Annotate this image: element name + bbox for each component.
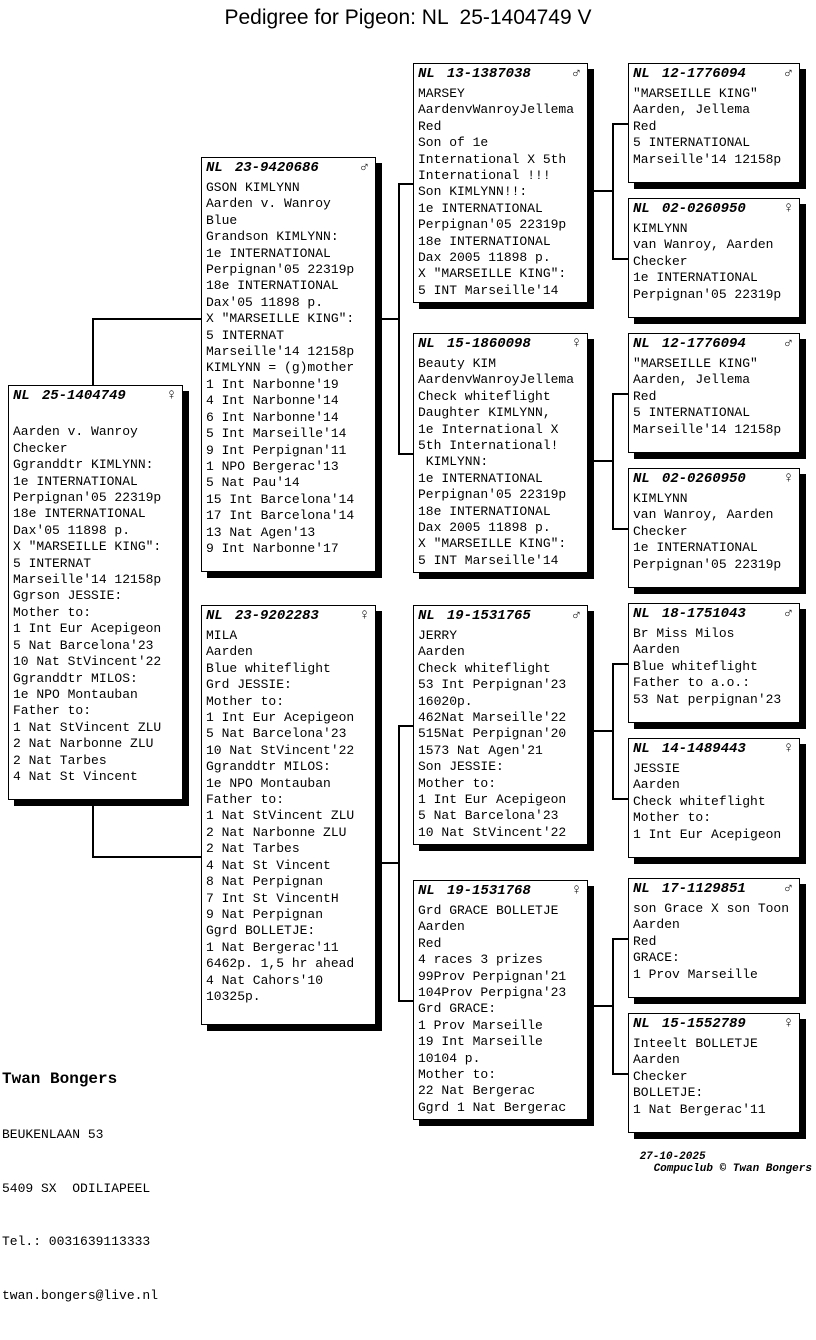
pedigree-text-line: 7 Int St VincentH	[206, 890, 339, 906]
ring-country: NL	[13, 388, 30, 404]
pedigree-text-line: Father to a.o.:	[633, 675, 751, 691]
pedigree-text-line: Ggrd BOLLETJE:	[206, 923, 316, 939]
pedigree-box-text	[629, 487, 799, 573]
pedigree-text-line: Beauty KIM	[418, 356, 497, 371]
connector-line	[612, 1073, 628, 1075]
pedigree-text-line: Ggrson JESSIE:	[13, 588, 123, 604]
pedigree-text-line: 15 Int Barcelona'14	[206, 491, 355, 507]
pedigree-text-line: Br Miss Milos	[633, 626, 735, 641]
connector-line	[588, 460, 612, 462]
connector-line	[612, 393, 628, 395]
pedigree-box-text	[629, 622, 799, 708]
pedigree-text-line: "MARSEILLE KING"	[633, 356, 758, 371]
pedigree-text-line: Aarden	[633, 777, 680, 793]
pedigree-box-text	[202, 624, 375, 1005]
ring-number: 19-1531765	[446, 608, 531, 624]
ring-header	[9, 386, 182, 404]
pedigree-text-line: 5 Nat Barcelona'23	[418, 808, 559, 824]
pedigree-text-line: 5 INTERNATIONAL	[633, 135, 751, 151]
ring-number: 02-0260950	[661, 201, 746, 217]
footer	[613, 1139, 812, 1187]
pedigree-text-line: 1e INTERNATIONAL	[418, 470, 543, 486]
pedigree-text-line: Red	[633, 388, 657, 404]
pedigree-text-line: Aarden	[418, 919, 465, 935]
pedigree-text-line: 1573 Nat Agen'21	[418, 742, 543, 758]
pedigree-box-dam-sire	[413, 605, 588, 845]
connector-line	[398, 183, 400, 455]
ring-number: 13-1387038	[446, 66, 531, 82]
pedigree-box-text	[629, 757, 799, 843]
pedigree-text-line: 19 Int Marseille	[418, 1034, 543, 1050]
pedigree-box-dam-sire-dam	[628, 738, 800, 858]
pedigree-text-line: 4 Nat Cahors'10	[206, 972, 324, 988]
ring-header	[629, 879, 799, 897]
pedigree-text-line: Blue whiteflight	[206, 660, 331, 676]
ring-number: 18-1751043	[661, 606, 746, 622]
connector-line	[398, 453, 413, 455]
pedigree-text-line: Grd GRACE:	[418, 1001, 497, 1017]
male-icon: ♂	[783, 65, 793, 82]
pedigree-text-line: 18e INTERNATIONAL	[418, 503, 551, 519]
pedigree-text-line: KIMLYNN = (g)mother	[206, 360, 355, 376]
ring-header	[629, 604, 799, 622]
pedigree-text-line: Marseille'14 12158p	[13, 572, 162, 588]
ring-country: NL	[418, 608, 435, 624]
connector-line	[612, 258, 628, 260]
male-icon: ♂	[783, 335, 793, 352]
pedigree-text-line: JERRY	[418, 628, 458, 643]
pedigree-box-sire-sire-dam	[628, 198, 800, 318]
pedigree-text-line: 462Nat Marseille'22	[418, 710, 567, 726]
pedigree-text-line: 515Nat Perpignan'20	[418, 726, 567, 742]
ring-country: NL	[633, 336, 650, 352]
pedigree-text-line: Check whiteflight	[633, 793, 766, 809]
pedigree-text-line: 1e INTERNATIONAL	[633, 540, 758, 556]
pedigree-text-line: 1e INTERNATIONAL	[418, 200, 543, 216]
pedigree-text-line: Aarden, Jellema	[633, 102, 751, 118]
pedigree-text-line: Checker	[633, 523, 688, 539]
connector-line	[612, 798, 628, 800]
pedigree-text-line: 5 INTERNATIONAL	[633, 405, 751, 421]
pedigree-text-line: Grd GRACE BOLLETJE	[418, 903, 559, 918]
connector-line	[92, 800, 94, 856]
connector-line	[376, 862, 400, 864]
pedigree-text-line: Blue	[206, 212, 238, 228]
ring-header	[414, 334, 587, 352]
ring-country: NL	[633, 471, 650, 487]
pedigree-text-line: son Grace X son Toon	[633, 901, 790, 916]
pedigree-box-dam-dam-dam	[628, 1013, 800, 1133]
pedigree-text-line: Son KIMLYNN!!:	[418, 184, 528, 200]
pedigree-text-line: 5 Nat Pau'14	[206, 475, 300, 491]
ring-header	[414, 64, 587, 82]
pedigree-text-line: 1 Int Eur Acepigeon	[13, 621, 162, 637]
pedigree-text-line: 2 Nat Narbonne ZLU	[13, 736, 154, 752]
pedigree-box-text	[629, 897, 799, 983]
pedigree-text-line: Blue whiteflight	[633, 658, 758, 674]
pedigree-text-line: Mother to:	[418, 775, 497, 791]
pedigree-text-line: Checker	[13, 440, 68, 456]
male-icon: ♂	[359, 159, 369, 176]
ring-header	[629, 739, 799, 757]
pedigree-text-line: 2 Nat Tarbes	[206, 841, 300, 857]
female-icon: ♀	[783, 200, 793, 217]
pedigree-text-line: 5 INTERNAT	[206, 327, 285, 343]
pedigree-text-line: Check whiteflight	[418, 660, 551, 676]
pedigree-text-line: Checker	[633, 253, 688, 269]
pedigree-text-line: 9 Int Narbonne'17	[206, 540, 339, 556]
female-icon: ♀	[166, 387, 176, 404]
pedigree-text-line: Ggranddtr MILOS:	[206, 759, 331, 775]
pedigree-box-text	[414, 899, 587, 1116]
ring-header	[414, 606, 587, 624]
pedigree-text-line: Perpignan'05 22319p	[418, 217, 567, 233]
pedigree-text-line: 22 Nat Bergerac	[418, 1083, 536, 1099]
female-icon: ♀	[783, 470, 793, 487]
pedigree-box-text	[202, 176, 375, 557]
pedigree-text-line: 1e INTERNATIONAL	[633, 270, 758, 286]
pedigree-text-line: 10104 p.	[418, 1050, 481, 1066]
pedigree-text-line: KIMLYNN	[633, 221, 688, 236]
ring-country: NL	[418, 336, 435, 352]
female-icon: ♀	[359, 607, 369, 624]
owner-address-line: 5409 SX ODILIAPEEL	[2, 1180, 151, 1196]
pedigree-box-text	[629, 217, 799, 303]
pedigree-text-line: Son of 1e	[418, 135, 489, 151]
pedigree-text-line: JESSIE	[633, 761, 680, 776]
pedigree-text-line: Father to:	[206, 792, 285, 808]
pedigree-box-text	[629, 1032, 799, 1118]
pedigree-text-line: Son JESSIE:	[418, 759, 504, 775]
ring-country: NL	[206, 608, 223, 624]
pedigree-text-line: Red	[418, 935, 442, 951]
ring-country: NL	[633, 66, 650, 82]
male-icon: ♂	[571, 65, 581, 82]
pedigree-text-line: MILA	[206, 628, 238, 643]
pedigree-text-line: Daughter KIMLYNN,	[418, 405, 551, 421]
owner-email: twan.bongers@live.nl	[2, 1287, 159, 1303]
footer-credit: Compuclub © Twan Bongers	[653, 1163, 812, 1175]
pedigree-text-line: 1 Int Narbonne'19	[206, 376, 339, 392]
pedigree-text-line: 1 Int Eur Acepigeon	[633, 826, 782, 842]
ring-number: 25-1404749	[41, 388, 126, 404]
pedigree-box-text	[629, 82, 799, 168]
pedigree-text-line: Father to:	[13, 703, 92, 719]
pedigree-text-line: Marseille'14 12158p	[633, 421, 782, 437]
pedigree-text-line: AardenvWanroyJellema	[418, 372, 575, 388]
pedigree-text-line: Mother to:	[13, 604, 92, 620]
pedigree-text-line: Check whiteflight	[418, 388, 551, 404]
pedigree-box-sire-dam-sire	[628, 333, 800, 453]
ring-country: NL	[633, 741, 650, 757]
connector-line	[612, 663, 614, 800]
pedigree-text-line: 4 Nat St Vincent	[13, 768, 138, 784]
connector-line	[612, 393, 614, 530]
ring-country: NL	[206, 160, 223, 176]
owner-phone: Tel.: 0031639113333	[2, 1234, 151, 1249]
connector-line	[612, 938, 614, 1075]
pedigree-text-line: 5 Int Marseille'14	[206, 426, 347, 442]
female-icon: ♀	[571, 882, 581, 899]
pedigree-text-line: 1 Prov Marseille	[633, 966, 758, 982]
connector-line	[588, 190, 612, 192]
pedigree-text-line: X "MARSEILLE KING":	[13, 539, 162, 555]
pedigree-text-line: 1 Prov Marseille	[418, 1017, 543, 1033]
ring-number: 14-1489443	[661, 741, 746, 757]
female-icon: ♀	[783, 1015, 793, 1032]
connector-line	[588, 1005, 612, 1007]
pedigree-text-line: 1 Nat StVincent ZLU	[206, 808, 355, 824]
pedigree-text-line: AardenvWanroyJellema	[418, 102, 575, 118]
pedigree-text-line: 5 Nat Barcelona'23	[206, 726, 347, 742]
pedigree-text-line: Perpignan'05 22319p	[418, 487, 567, 503]
pedigree-text-line: Ggranddtr KIMLYNN:	[13, 457, 154, 473]
pedigree-text-line: 2 Nat Tarbes	[13, 752, 107, 768]
ring-header	[629, 64, 799, 82]
pedigree-text-line: 5 INT Marseille'14	[418, 552, 559, 568]
pedigree-text-line: 8 Nat Perpignan	[206, 874, 324, 890]
pedigree-text-line: 16020p.	[418, 693, 473, 709]
pedigree-text-line: 18e INTERNATIONAL	[206, 278, 339, 294]
ring-header	[629, 469, 799, 487]
pedigree-text-line: Grandson KIMLYNN:	[206, 229, 339, 245]
male-icon: ♂	[571, 607, 581, 624]
pedigree-text-line: Aarden	[633, 1052, 680, 1068]
pedigree-box-dam-dam-sire	[628, 878, 800, 998]
ring-number: 23-9420686	[234, 160, 319, 176]
pedigree-text-line: GSON KIMLYNN	[206, 180, 300, 195]
ring-number: 19-1531768	[446, 883, 531, 899]
pedigree-text-line: GRACE:	[633, 950, 680, 966]
ring-country: NL	[633, 881, 650, 897]
pedigree-text-line: Aarden	[206, 644, 253, 660]
pedigree-text-line: 17 Int Barcelona'14	[206, 508, 355, 524]
pedigree-text-line: Red	[633, 933, 657, 949]
pedigree-text-line: van Wanroy, Aarden	[633, 237, 774, 253]
pedigree-text-line: 1 Nat Bergerac'11	[206, 939, 339, 955]
pedigree-text-line: Aarden v. Wanroy	[206, 196, 331, 212]
pedigree-text-line: Mother to:	[206, 693, 285, 709]
pedigree-text-line: 5 INT Marseille'14	[418, 282, 559, 298]
pedigree-text-line: 53 Int Perpignan'23	[418, 677, 567, 693]
pedigree-text-line: 9 Int Perpignan'11	[206, 442, 347, 458]
ring-header	[202, 158, 375, 176]
pedigree-text-line: 1 Int Eur Acepigeon	[418, 792, 567, 808]
female-icon: ♀	[571, 335, 581, 352]
ring-country: NL	[633, 606, 650, 622]
pedigree-box-text	[9, 404, 182, 785]
pedigree-box-text	[414, 82, 587, 299]
connector-line	[92, 318, 201, 320]
pedigree-box-subject	[8, 385, 183, 800]
ring-country: NL	[418, 66, 435, 82]
pedigree-text-line: 1e INTERNATIONAL	[13, 473, 138, 489]
pedigree-box-text	[414, 624, 587, 841]
female-icon: ♀	[783, 740, 793, 757]
pedigree-text-line: "MARSEILLE KING"	[633, 86, 758, 101]
pedigree-box-sire-sire-sire	[628, 63, 800, 183]
pedigree-text-line: MARSEY	[418, 86, 465, 101]
pedigree-text-line: Grd JESSIE:	[206, 677, 292, 693]
ring-country: NL	[418, 883, 435, 899]
ring-country: NL	[633, 1016, 650, 1032]
pedigree-text-line: 13 Nat Agen'13	[206, 524, 316, 540]
connector-line	[398, 725, 413, 727]
pedigree-text-line: 10325p.	[206, 988, 261, 1004]
connector-line	[398, 183, 413, 185]
pedigree-box-dam-dam	[413, 880, 588, 1120]
pedigree-text-line: Aarden	[633, 642, 680, 658]
connector-line	[612, 938, 628, 940]
pedigree-text-line: Ggranddtr MILOS:	[13, 670, 138, 686]
pedigree-box-sire-sire	[413, 63, 588, 303]
pedigree-text-line: 1e NPO Montauban	[13, 686, 138, 702]
ring-number: 23-9202283	[234, 608, 319, 624]
pedigree-text-line: KIMLYNN	[633, 491, 688, 506]
connector-line	[612, 123, 628, 125]
footer-date: 27-10-2025	[639, 1151, 706, 1163]
ring-header	[629, 199, 799, 217]
pedigree-text-line: 5 INTERNAT	[13, 555, 92, 571]
pedigree-text-line: 4 races 3 prizes	[418, 952, 543, 968]
male-icon: ♂	[783, 605, 793, 622]
pedigree-text-line: 1 Nat StVincent ZLU	[13, 719, 162, 735]
pedigree-text-line: X "MARSEILLE KING":	[418, 536, 567, 552]
pedigree-text-line: 10 Nat StVincent'22	[418, 824, 567, 840]
pedigree-text-line: 99Prov Perpignan'21	[418, 968, 567, 984]
pedigree-box-dam	[201, 605, 376, 1025]
pedigree-text-line: 104Prov Perpigna'23	[418, 985, 567, 1001]
owner-name: Twan Bongers	[2, 1070, 118, 1088]
pedigree-box-sire	[201, 157, 376, 572]
pedigree-text-line: Red	[633, 118, 657, 134]
pedigree-text-line: 5 Nat Barcelona'23	[13, 637, 154, 653]
pedigree-text-line: KIMLYNN:	[418, 454, 489, 470]
connector-line	[398, 725, 400, 1002]
pedigree-text-line: Perpignan'05 22319p	[633, 556, 782, 572]
pedigree-text-line: Checker	[633, 1068, 688, 1084]
pedigree-text-line: 4 Nat St Vincent	[206, 857, 331, 873]
pedigree-text-line: 10 Nat StVincent'22	[13, 654, 162, 670]
connector-line	[376, 318, 400, 320]
owner-block	[2, 1032, 158, 1340]
pedigree-text-line: 1e INTERNATIONAL	[206, 245, 331, 261]
pedigree-text-line: Marseille'14 12158p	[206, 344, 355, 360]
ring-number: 15-1860098	[446, 336, 531, 352]
pedigree-text-line	[13, 408, 180, 424]
pedigree-text-line: 1e NPO Montauban	[206, 775, 331, 791]
ring-header	[414, 881, 587, 899]
ring-number: 15-1552789	[661, 1016, 746, 1032]
pedigree-text-line: Dax'05 11898 p.	[13, 522, 131, 538]
pedigree-text-line: 4 Int Narbonne'14	[206, 393, 339, 409]
connector-line	[588, 730, 612, 732]
pedigree-text-line: 10 Nat StVincent'22	[206, 742, 355, 758]
pedigree-text-line: 1 Int Eur Acepigeon	[206, 710, 355, 726]
pedigree-text-line: BOLLETJE:	[633, 1085, 704, 1101]
pedigree-box-text	[629, 352, 799, 438]
pedigree-text-line: Mother to:	[418, 1067, 497, 1083]
pedigree-text-line: Aarden	[633, 917, 680, 933]
pedigree-text-line: Perpignan'05 22319p	[13, 490, 162, 506]
ring-number: 02-0260950	[661, 471, 746, 487]
pedigree-text-line: X "MARSEILLE KING":	[206, 311, 355, 327]
ring-header	[202, 606, 375, 624]
pedigree-text-line: Aarden, Jellema	[633, 372, 751, 388]
pedigree-box-sire-dam	[413, 333, 588, 573]
pedigree-text-line: Dax'05 11898 p.	[206, 294, 324, 310]
pedigree-text-line: 1 NPO Bergerac'13	[206, 458, 339, 474]
connector-line	[92, 318, 94, 385]
connector-line	[398, 1000, 413, 1002]
pedigree-text-line: 6462p. 1,5 hr ahead	[206, 956, 355, 972]
pedigree-text-line: 9 Nat Perpignan	[206, 906, 324, 922]
pedigree-text-line: 5th International!	[418, 438, 559, 454]
pedigree-text-line: Marseille'14 12158p	[633, 151, 782, 167]
connector-line	[612, 528, 628, 530]
connector-line	[92, 856, 201, 858]
ring-header	[629, 334, 799, 352]
pedigree-text-line: Perpignan'05 22319p	[206, 262, 355, 278]
pedigree-text-line: 2 Nat Narbonne ZLU	[206, 824, 347, 840]
pedigree-text-line: Dax 2005 11898 p.	[418, 520, 551, 536]
pedigree-text-line: X "MARSEILLE KING":	[418, 266, 567, 282]
pedigree-text-line: Aarden	[418, 644, 465, 660]
pedigree-box-dam-sire-sire	[628, 603, 800, 723]
ring-number: 12-1776094	[661, 66, 746, 82]
pedigree-text-line: Red	[418, 118, 442, 134]
pedigree-text-line: Aarden v. Wanroy	[13, 424, 138, 440]
pedigree-text-line: 1 Nat Bergerac'11	[633, 1101, 766, 1117]
pedigree-text-line: 6 Int Narbonne'14	[206, 409, 339, 425]
ring-country: NL	[633, 201, 650, 217]
pedigree-text-line: Dax 2005 11898 p.	[418, 250, 551, 266]
pedigree-box-sire-dam-dam	[628, 468, 800, 588]
pedigree-text-line: Ggrd 1 Nat Bergerac	[418, 1099, 567, 1115]
pedigree-text-line: 18e INTERNATIONAL	[418, 233, 551, 249]
owner-address-line: BEUKENLAAN 53	[2, 1127, 104, 1142]
pedigree-text-line: Perpignan'05 22319p	[633, 286, 782, 302]
pedigree-text-line: van Wanroy, Aarden	[633, 507, 774, 523]
connector-line	[612, 663, 628, 665]
pedigree-text-line: Mother to:	[633, 810, 712, 826]
pedigree-text-line: 1e International X	[418, 421, 559, 437]
pedigree-text-line: 53 Nat perpignan'23	[633, 691, 782, 707]
ring-number: 12-1776094	[661, 336, 746, 352]
pedigree-box-text	[414, 352, 587, 569]
pedigree-text-line: Inteelt BOLLETJE	[633, 1036, 758, 1051]
connector-line	[612, 123, 614, 260]
page-title: Pedigree for Pigeon: NL 25-1404749 V	[224, 6, 592, 29]
ring-header	[629, 1014, 799, 1032]
male-icon: ♂	[783, 880, 793, 897]
pedigree-text-line: International X 5th	[418, 151, 567, 167]
pedigree-text-line: International !!!	[418, 168, 551, 184]
pedigree-text-line: 18e INTERNATIONAL	[13, 506, 146, 522]
ring-number: 17-1129851	[661, 881, 746, 897]
